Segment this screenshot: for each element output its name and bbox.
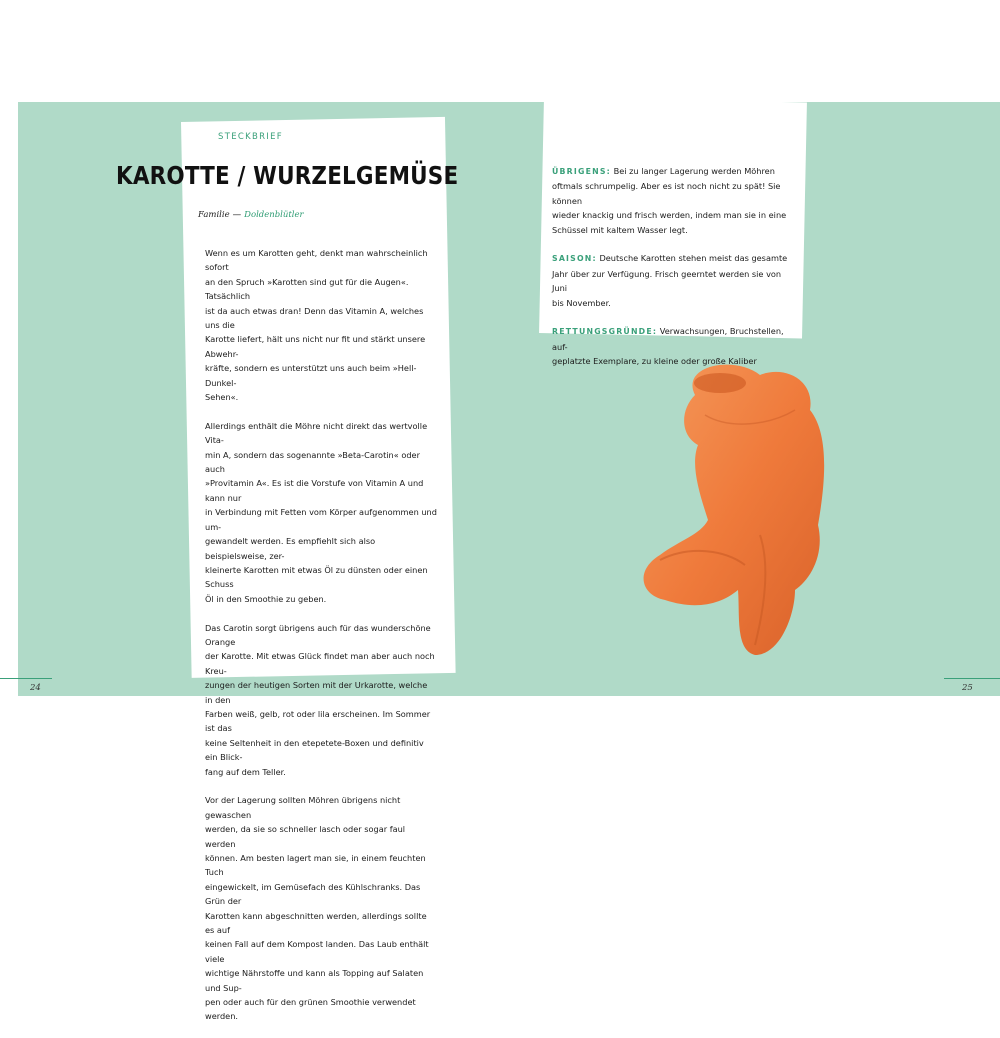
body-paragraph: Das Carotin sorgt übrigens auch für das wunderschöne Orange der Karotte. Mit etwas Glück findet man aber auch noch Kreu- zungen der heutigen Sorten mit der Urkarotte, welche in den Farben weiß, gelb, rot oder lila erscheinen. Im Sommer ist das keine Seltenheit in den etepetete-Boxen und definitiv ein Blick- fang auf dem Teller. xyxy=(205,622,435,777)
note-label: ÜBRIGENS: xyxy=(552,167,611,176)
family-line xyxy=(198,210,304,220)
family-value: Doldenblütler xyxy=(244,210,304,220)
family-separator: — xyxy=(232,210,242,220)
right-page-rule xyxy=(944,678,1000,679)
note-text: Deutsche Karotten stehen meist das gesamte Jahr über zur Verfügung. Frisch geerntet werden sie von Juni bis November. xyxy=(552,253,788,308)
profile-body xyxy=(205,246,437,1038)
page-spread-background xyxy=(18,102,1000,696)
note-label: RETTUNGSGRÜNDE: xyxy=(552,327,658,337)
crooked-carrot-image xyxy=(620,355,840,665)
body-paragraph: Vor der Lagerung sollten Möhren übrigens nicht gewaschen werden, da sie so schneller lasch oder sogar faul werden können. Am besten lagert man sie, in einem feuchten Tuch eingewickelt, im Gemüsefach des Kühlschranks. Das Grün der Karotten kann abgeschnitten werden, allerdings sollte es auf keinen Fall auf dem Kompost landen. Das Laub enthält viele wichtige Nährstoffe und kann als Topping auf Salaten und Sup- pen oder auch für den grünen Smoothie verwendet werden. xyxy=(205,795,429,1022)
note-text: Bei zu langer Lagerung werden Möhren oftmals schrumpelig. Aber es ist noch nicht zu spät! Sie können wieder knackig und frisch werden, indem man sie in eine Schüssel mit kaltem Wasser legt. xyxy=(552,166,787,235)
section-kicker: STECKBRIEF xyxy=(218,132,283,142)
notes-body xyxy=(552,164,792,383)
page-title: KAROTTE / WURZELGEMÜSE xyxy=(116,161,459,190)
page-number-right: 25 xyxy=(962,683,973,693)
note-text: Verwachsungen, Bruchstellen, auf- geplatzte Exemplare, zu kleine oder große Kaliber xyxy=(552,326,784,367)
note-uebrigens xyxy=(552,164,792,237)
note-saison xyxy=(552,251,792,310)
family-label: Familie xyxy=(198,210,230,220)
body-paragraph: Wenn es um Karotten geht, denkt man wahrscheinlich sofort an den Spruch »Karotten sind gut für die Augen«. Tatsächlich ist da auch etwas dran! Denn das Vitamin A, welches uns die Karotte liefert, hält uns nicht nur fit und stärkt unsere Abwehr- kräfte, sondern es unterstützt uns auch beim »Hell-Dunkel- Sehen«. xyxy=(205,248,428,403)
page-number-left: 24 xyxy=(30,683,41,693)
left-page-rule xyxy=(0,678,52,679)
note-label: SAISON: xyxy=(552,254,597,264)
body-paragraph: Allerdings enthält die Möhre nicht direkt das wertvolle Vita- min A, sondern das sogenannte »Beta-Carotin« oder auch »Provitamin A«. Es ist die Vorstufe von Vitamin A und kann nur in Verbindung mit Fetten vom Körper aufgenommen und um- gewandelt werden. Es empfiehlt sich also beispielsweise, zer- kleinerte Karotten mit etwas Öl zu dünsten oder einen Schuss Öl in den Smoothie zu geben. xyxy=(205,420,437,604)
